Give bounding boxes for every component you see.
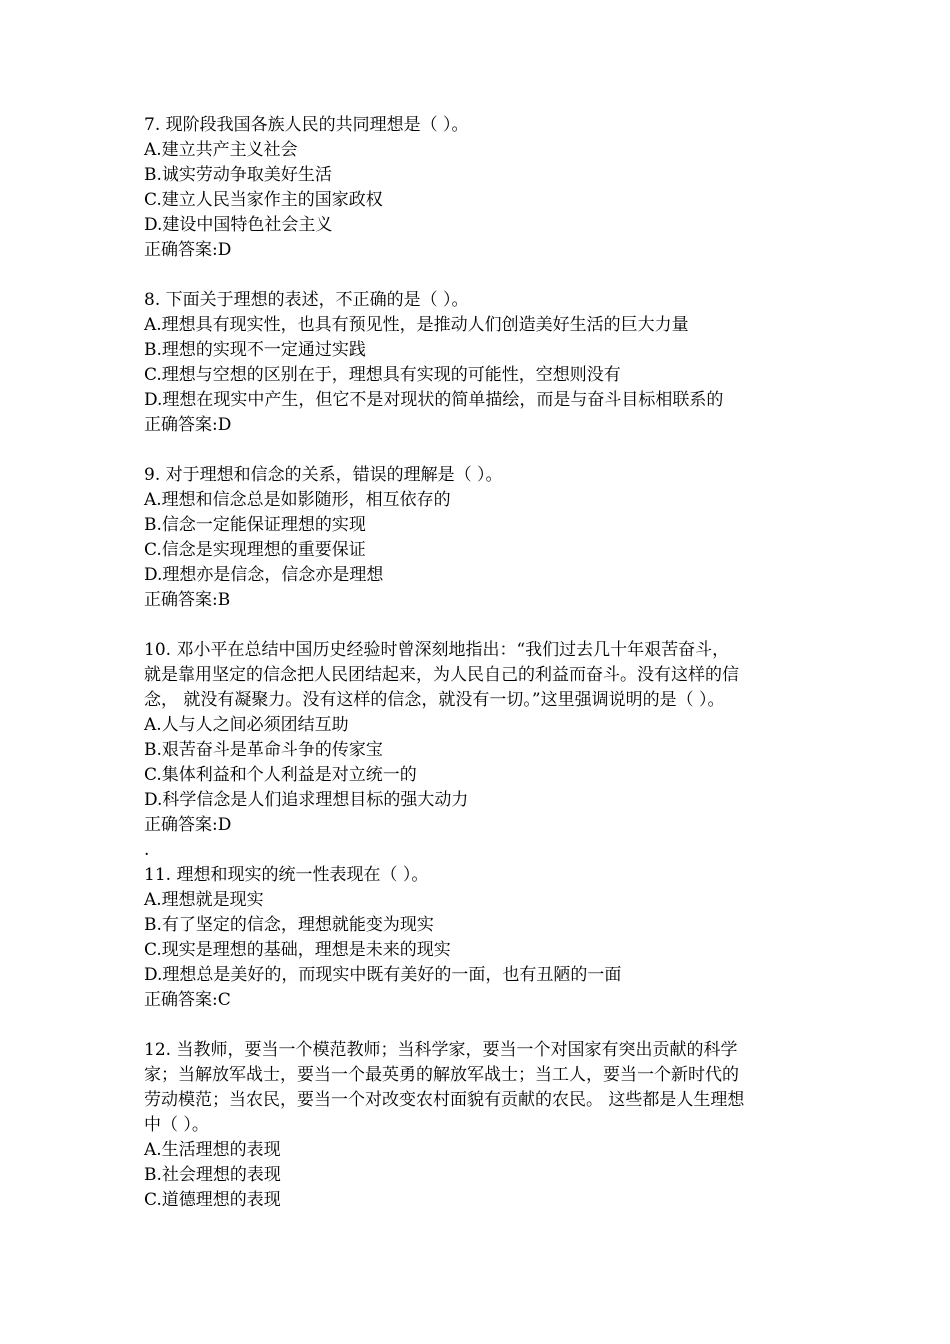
option-d: D.理想在现实中产生，但它不是对现状的简单描绘，而是与奋斗目标相联系的 [144, 390, 724, 410]
option-c: C.道德理想的表现 [144, 1190, 281, 1210]
option-b: B.理想的实现不一定通过实践 [144, 340, 366, 360]
option-b: B.有了坚定的信念，理想就能变为现实 [144, 915, 434, 935]
question-stem: 7. 现阶段我国各族人民的共同理想是（ ）。 [144, 115, 469, 135]
option-a: A.理想就是现实 [144, 890, 264, 910]
option-d: D.理想总是美好的，而现实中既有美好的一面，也有丑陋的一面 [144, 965, 622, 985]
option-d: D.理想亦是信念，信念亦是理想 [144, 565, 384, 585]
option-a: A.人与人之间必须团结互助 [144, 715, 349, 735]
option-c: C.理想与空想的区别在于，理想具有实现的可能性，空想则没有 [144, 365, 621, 385]
option-c: C.建立人民当家作主的国家政权 [144, 190, 383, 210]
question-stem: 8. 下面关于理想的表述，不正确的是（ ）。 [144, 290, 469, 310]
option-b: B.社会理想的表现 [144, 1165, 281, 1185]
question-8 [144, 288, 814, 438]
correct-answer: 正确答案:D [144, 240, 232, 260]
correct-answer: 正确答案:D [144, 415, 232, 435]
question-11-stem: 11. 理想和现实的统一性表现在（ ）。 [144, 865, 429, 885]
option-c: C.现实是理想的基础，理想是未来的现实 [144, 940, 451, 960]
option-b: B.信念一定能保证理想的实现 [144, 515, 366, 535]
document-page [144, 113, 814, 1213]
option-c: C.集体利益和个人利益是对立统一的 [144, 765, 417, 785]
option-d: D.建设中国特色社会主义 [144, 215, 333, 235]
question-stem-line: 12. 当教师，要当一个模范教师；当科学家，要当一个对国家有突出贡献的科学 [144, 1040, 738, 1060]
question-7 [144, 113, 814, 263]
question-12 [144, 1038, 814, 1213]
question-stem-line: 就是靠用坚定的信念把人民团结起来，为人民自己的利益而奋斗。没有这样的信 [144, 665, 739, 685]
correct-answer: 正确答案:D [144, 815, 232, 835]
question-stem-line: 念， 就没有凝聚力。没有这样的信念，就没有一切。”这里强调说明的是（ ）。 [144, 690, 725, 710]
option-c: C.信念是实现理想的重要保证 [144, 540, 366, 560]
option-b: B.诚实劳动争取美好生活 [144, 165, 332, 185]
correct-answer: 正确答案:C [144, 990, 231, 1010]
separator-dot: . [144, 840, 150, 860]
option-d: D.科学信念是人们追求理想目标的强大动力 [144, 790, 469, 810]
question-10 [144, 638, 814, 1013]
correct-answer: 正确答案:B [144, 590, 231, 610]
question-stem-line: 10. 邓小平在总结中国历史经验时曾深刻地指出：“我们过去几十年艰苦奋斗， [144, 640, 730, 660]
question-stem-line: 中（ ）。 [144, 1115, 209, 1135]
option-a: A.生活理想的表现 [144, 1140, 281, 1160]
option-a: A.建立共产主义社会 [144, 140, 298, 160]
option-a: A.理想具有现实性，也具有预见性，是推动人们创造美好生活的巨大力量 [144, 315, 689, 335]
option-a: A.理想和信念总是如影随形，相互依存的 [144, 490, 451, 510]
question-stem-line: 劳动模范；当农民，要当一个对改变农村面貌有贡献的农民。 这些都是人生理想 [144, 1090, 745, 1110]
option-b: B.艰苦奋斗是革命斗争的传家宝 [144, 740, 383, 760]
question-stem-line: 家；当解放军战士，要当一个最英勇的解放军战士；当工人，要当一个新时代的 [144, 1065, 739, 1085]
question-stem: 9. 对于理想和信念的关系，错误的理解是（ ）。 [144, 465, 503, 485]
question-9 [144, 463, 814, 613]
